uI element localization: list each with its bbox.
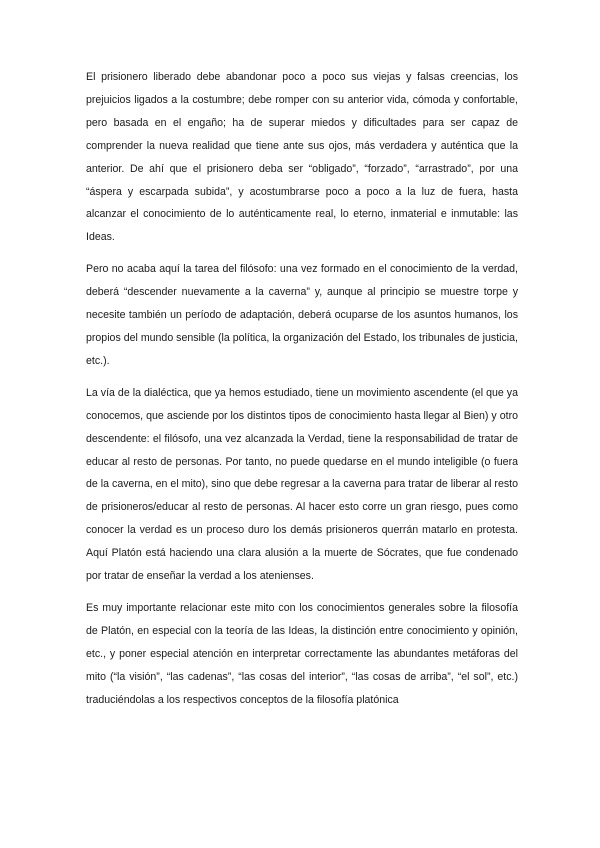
paragraph-dialectic: La vía de la dialéctica, que ya hemos estudiado, tiene un movimiento ascendente (el que ya conocemos, que asciende por los distintos tipos de conocimiento hasta llegar al Bien) y otro descendente: el filósofo, una vez alcanzada la Verdad, tiene la responsabilidad de tratar de educar al resto de personas. Por tanto, no puede quedarse en el mundo inteligible (o fuera de la caverna, en el mito), sino que debe regresar a la caverna para tratar de liberar al resto de prisioneros/educar al resto de personas. Al hacer esto corre un gran riesgo, pues como conocer la verdad es un proceso duro los demás prisioneros querrán matarlo en protesta. Aquí Platón está haciendo una clara alusión a la muerte de Sócrates, que fue condenado por tratar de enseñar la verdad a los atenienses. [86,386,518,583]
paragraph-interpretation: Es muy importante relacionar este mito con los conocimientos generales sobre la filosofía de Platón, en especial con la teoría de las Ideas, la distinción entre conocimiento y opinión, etc., y poner especial atención en interpretar correctamente las abundantes metáforas del mito (“la visión”, “las cadenas”, “las cosas del interior”, “las cosas de arriba”, “el sol”, etc.) traduciéndolas a los respectivos conceptos de la filosofía platónica [86,601,518,706]
paragraph-prisoner-liberation: El prisionero liberado debe abandonar poco a poco sus viejas y falsas creencias, los prejuicios ligados a la costumbre; debe romper con su anterior vida, cómoda y confortable, pero basada en el engaño; ha de superar miedos y dificultades para ser capaz de comprender la nueva realidad que tiene ante sus ojos, más verdadera y auténtica que la anterior. De ahí que el prisionero deba ser “obligado”, “forzado”, “arrastrado”, por una “áspera y escarpada subida”, y acostumbrarse poco a poco a la luz de fuera, hasta alcanzar el conocimiento de lo auténticamente real, lo eterno, inmaterial e inmutable: las Ideas. [86,71,518,244]
paragraph-philosopher-task: Pero no acaba aquí la tarea del filósofo: una vez formado en el conocimiento de la verdad, deberá “descender nuevamente a la caverna” y, aunque al principio se muestre torpe y necesite también un período de adaptación, deberá ocuparse de los asuntos humanos, los propios del mundo sensible (la política, la organización del Estado, los tribunales de justicia, etc.). [86,263,518,367]
document-body [86,66,518,720]
